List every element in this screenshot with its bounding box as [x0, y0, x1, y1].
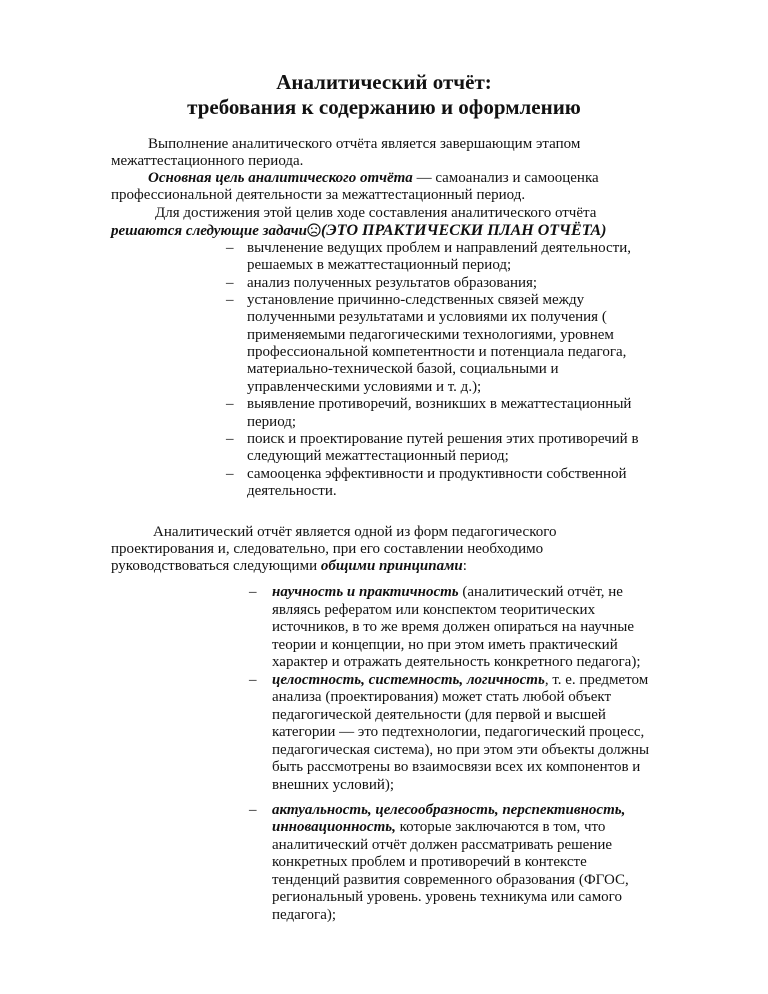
- principle-3-term2: инновационность,: [272, 819, 396, 835]
- intro-line1: Выполнение аналитического отчёта является завершающим этапом: [148, 136, 581, 152]
- tasks-intro-line1: Для достижения этой целив ходе составления аналитического отчёта: [155, 205, 597, 221]
- principle-1-line1: [272, 584, 623, 601]
- list-dash: –: [249, 584, 257, 600]
- task-5-line2: следующий межаттестационный период;: [247, 448, 509, 464]
- principle-2-line3: педагогической деятельности (для первой и высшей: [272, 707, 606, 723]
- principle-2-line6: быть рассмотрены во взаимосвязи всех их компонентов и: [272, 759, 641, 775]
- principle-3-line3: аналитический отчёт должен рассматривать решение: [272, 837, 613, 853]
- task-3-line4: профессиональной компетентности и потенциала педагога,: [247, 344, 627, 360]
- goal-line1-rest: — самоанализ и самооценка: [412, 170, 599, 186]
- task-1-line2: решаемых в межаттестационный период;: [247, 257, 512, 273]
- task-1-line1: вычленение ведущих проблем и направлений деятельности,: [247, 240, 632, 256]
- intro-line2: межаттестационного периода.: [111, 153, 304, 169]
- task-3-line6: управленческими условиями и т. д.);: [247, 379, 482, 395]
- principle-1-term: научность и практичность: [272, 584, 459, 600]
- principle-2-line2: анализа (проектирования) может стать любой объект: [272, 689, 612, 705]
- principle-3-rest: которые заключаются в том, что: [395, 819, 606, 835]
- list-dash: –: [226, 275, 234, 291]
- task-3-line1: установление причинно-следственных связей между: [247, 292, 585, 308]
- sad-face-icon: [307, 223, 321, 237]
- principle-1-line4: теории и концепции, но при этом иметь практический: [272, 637, 618, 653]
- list-dash: –: [226, 431, 234, 447]
- principles-intro-line1: Аналитический отчёт является одной из форм педагогического: [153, 524, 557, 540]
- goal-line2: профессиональной деятельности за межаттестационный период.: [111, 187, 526, 203]
- task-4-line1: выявление противоречий, возникших в межаттестационный: [247, 396, 632, 412]
- principle-1-rest: (аналитический отчёт, не: [458, 584, 623, 600]
- document-title-line2: требования к содержанию и оформлению: [187, 95, 581, 119]
- task-3-line3: применяемыми педагогическими технологиями, уровнем: [247, 327, 614, 343]
- principle-3-term: актуальность, целесообразность, перспективность,: [272, 802, 626, 818]
- principle-2-line5: педагогическая система), но при этом эти объекты должны: [272, 742, 650, 758]
- principle-3-line4: конкретных проблем и противоречий в контексте: [272, 854, 587, 870]
- principle-3-line5: тенденций развития современного образования (ФГОС,: [272, 872, 629, 888]
- principle-1-line2: являясь рефератом или конспектом теоритических: [272, 602, 596, 618]
- principle-3-line1: [272, 802, 625, 819]
- principle-2-line4: категории — это педтехнологии, педагогический процесс,: [272, 724, 645, 740]
- principles-intro-line3: [111, 558, 467, 575]
- task-3-line5: материально-технической базой, социальными и: [247, 361, 559, 377]
- principle-2-line1: [272, 672, 648, 689]
- task-6-line2: деятельности.: [247, 483, 337, 499]
- task-5-line1: поиск и проектирование путей решения этих противоречий в: [247, 431, 639, 447]
- goal-term: Основная цель аналитического отчёта: [148, 170, 413, 186]
- goal-line1: [148, 170, 599, 187]
- task-6-line1: самооценка эффективности и продуктивности собственной: [247, 466, 627, 482]
- list-dash: –: [249, 672, 257, 688]
- document-title-line1: Аналитический отчёт:: [276, 70, 492, 94]
- tasks-intro-line2: [111, 222, 606, 240]
- principles-intro-line2: проектирования и, следовательно, при его составлении необходимо: [111, 541, 544, 557]
- principle-3-line6: региональный уровень. уровень техникума или самого: [272, 889, 622, 905]
- principle-1-line3: источников, в то же время должен опираться на научные: [272, 619, 634, 635]
- principle-1-line5: характер и отражать деятельность конкретного педагога);: [272, 654, 641, 670]
- principles-intro-start: руководствоваться следующими: [111, 558, 321, 574]
- principle-3-line2: [272, 819, 605, 836]
- list-dash: –: [226, 396, 234, 412]
- principle-3-line7: педагога);: [272, 907, 337, 923]
- task-3-line2: полученными результатами и условиями их получения (: [247, 309, 607, 325]
- task-4-line2: период;: [247, 414, 297, 430]
- principle-2-line7: внешних условий);: [272, 777, 395, 793]
- task-2-line1: анализ полученных результатов образования;: [247, 275, 538, 291]
- principles-intro-end: :: [462, 558, 467, 574]
- tasks-note: (ЭТО ПРАКТИЧЕСКИ ПЛАН ОТЧЁТА): [320, 222, 607, 239]
- principle-2-rest: , т. е. предметом: [544, 672, 649, 688]
- tasks-term: решаются следующие задачи: [111, 223, 307, 239]
- list-dash: –: [226, 466, 234, 482]
- list-dash: –: [226, 240, 234, 256]
- principle-2-term: целостность, системность, логичность: [272, 672, 545, 688]
- principles-term: общими принципами: [320, 558, 463, 574]
- list-dash: –: [249, 802, 257, 818]
- list-dash: –: [226, 292, 234, 308]
